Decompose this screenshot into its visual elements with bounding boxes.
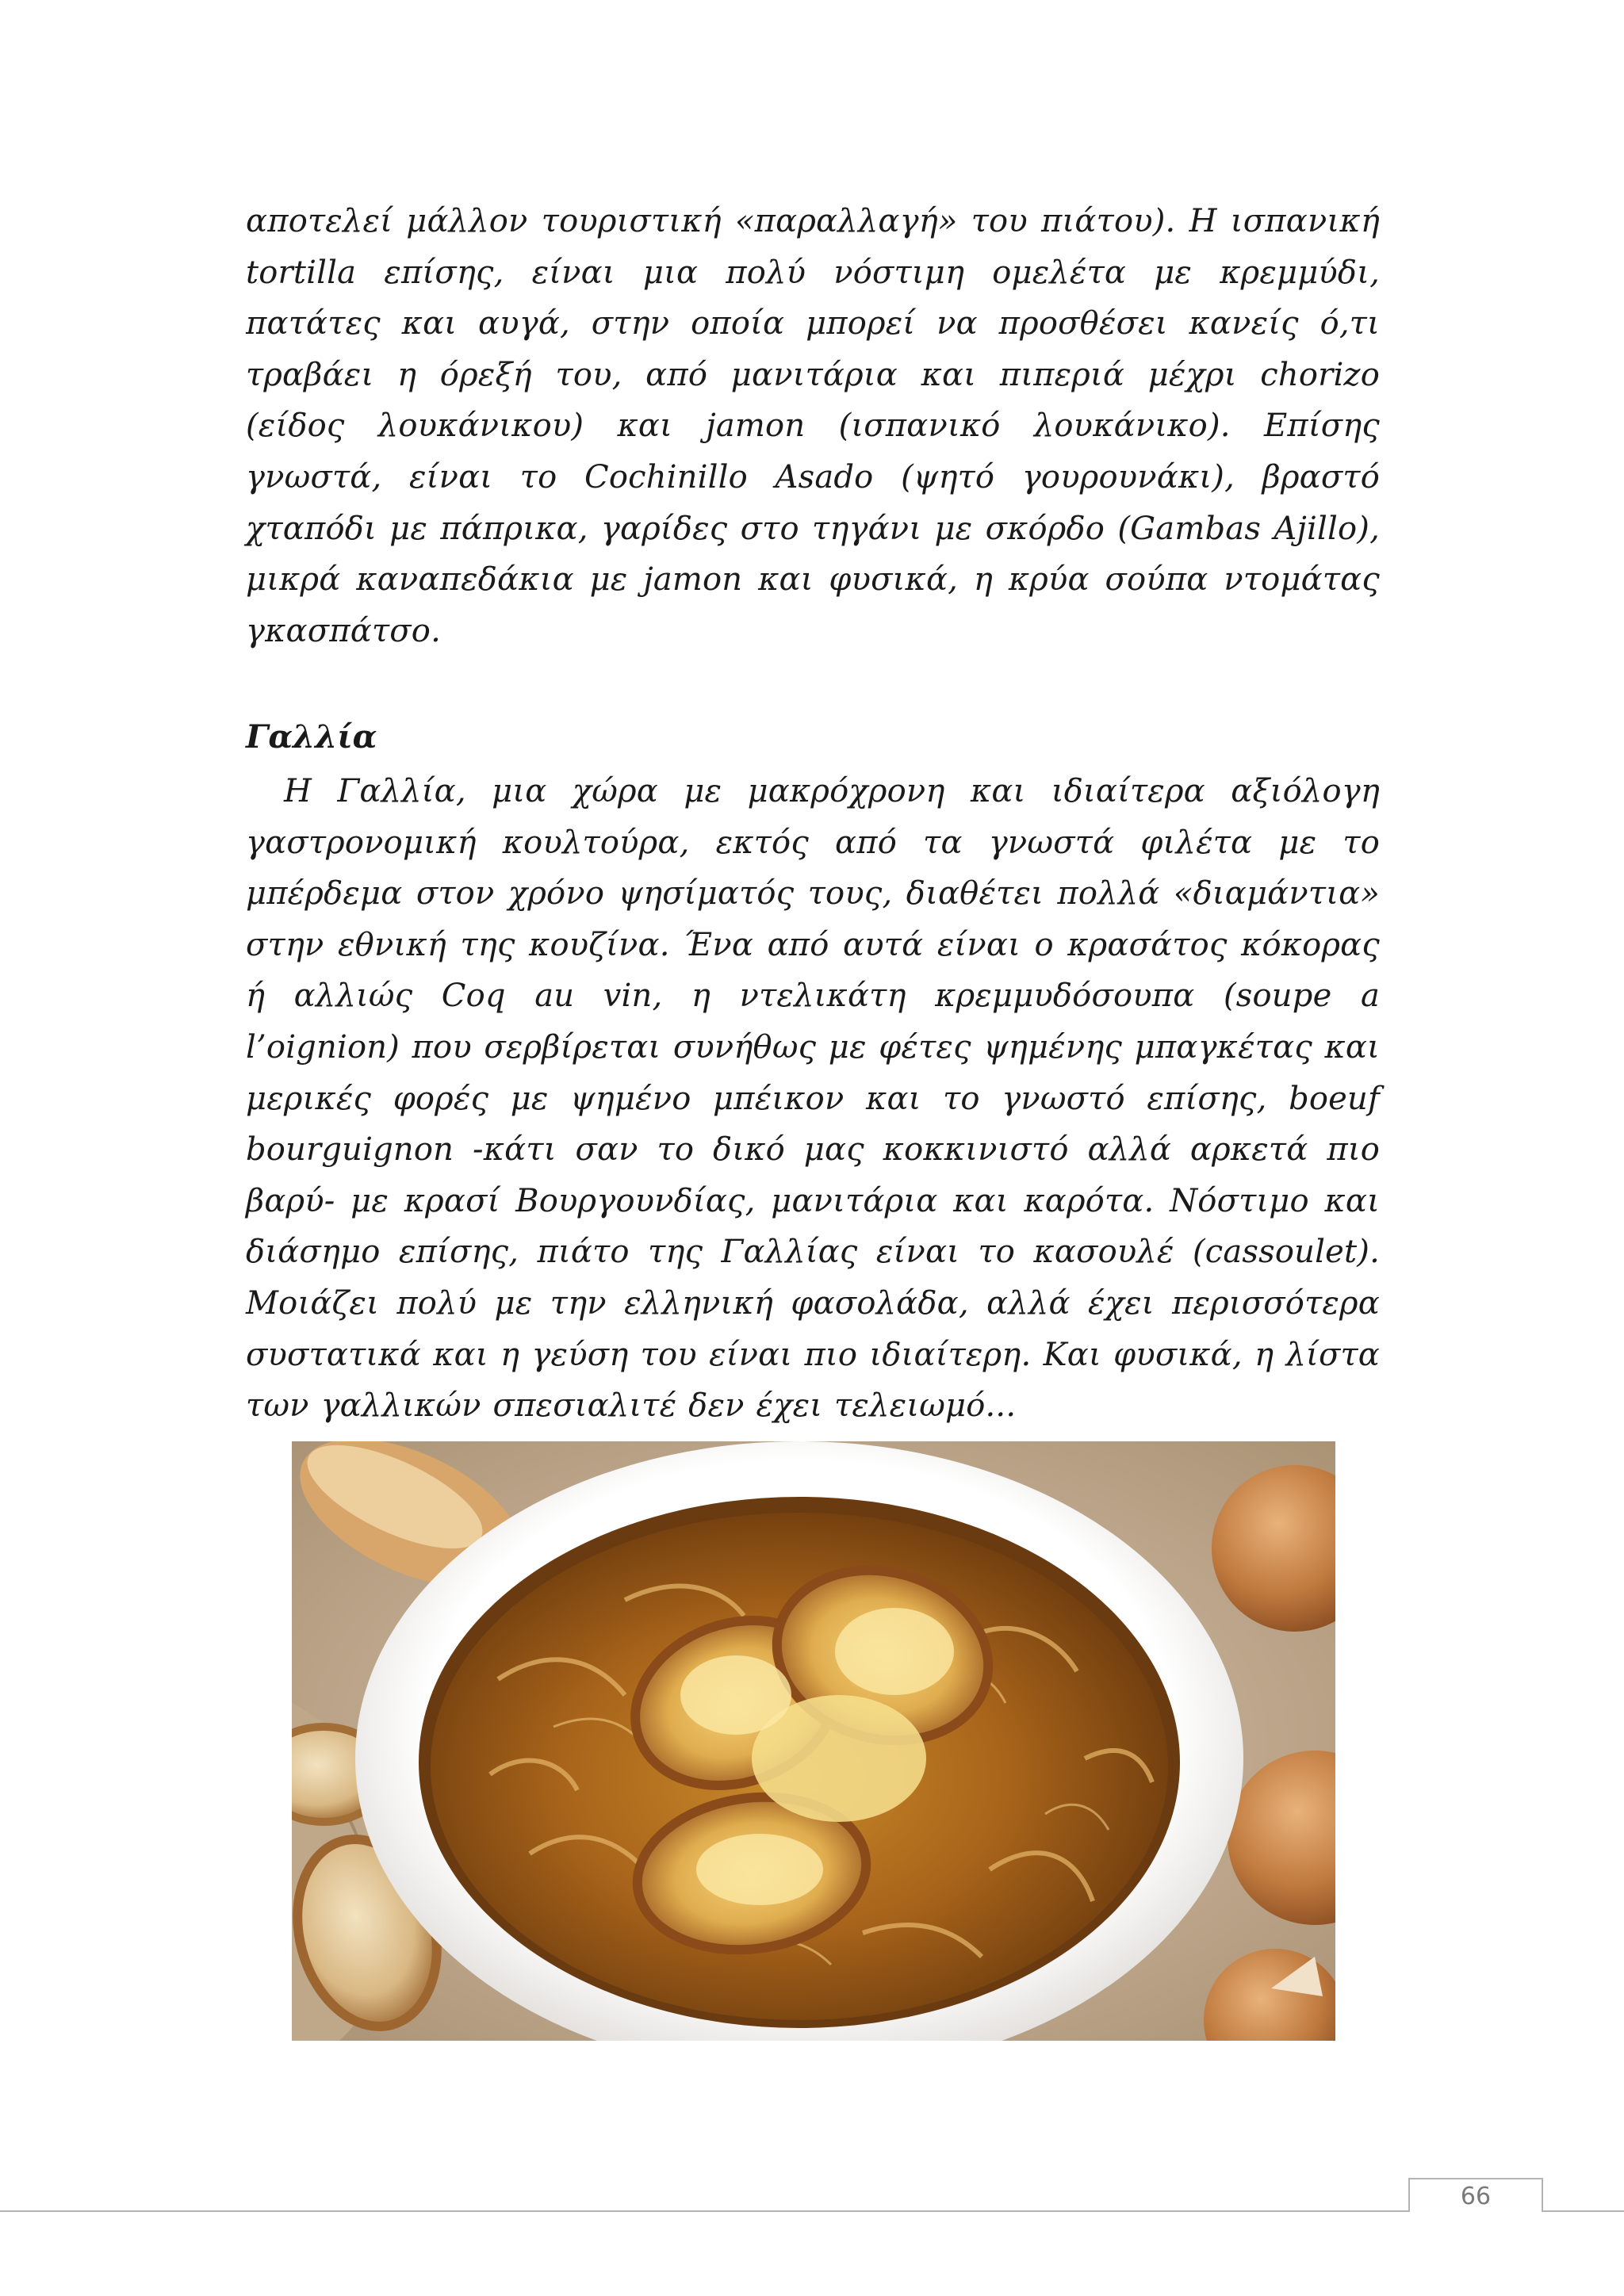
footer-rule	[0, 2210, 1624, 2212]
body-paragraph-france: Η Γαλλία, μια χώρα με μακρόχρονη και ιδιαίτερα αξιόλογη γαστρονομική κουλτούρα, εκτός από τα γνωστά φιλέτα με το μπέρδεμα στον χρόνο ψησίματός τους, διαθέτει πολλά «διαμάντια» στην εθνική της κουζίνα. Ένα από αυτά είναι ο κρασάτος κόκορας ή αλλιώς Coq au vin, η ντελικάτη κρεμμυδόσουπα (soupe a l’oignion) που σερβίρεται συνήθως με φέτες ψημένης μπαγκέτας και μερικές φορές με ψημένο μπέικον και το γνωστό επίσης, boeuf bourguignon -κάτι σαν το δικό μας κοκκινιστό αλλά αρκετά πιο βαρύ- με κρασί Βουργουνδίας, μανιτάρια και καρότα. Νόστιμο και διάσημο επίσης, πιάτο της Γαλλίας είναι το κασουλέ (cassoulet). Μοιάζει πολύ με την ελληνική φασολάδα, αλλά έχει περισσότερα συστατικά και η γεύση του είναι πιο ιδιαίτερη. Και φυσικά, η λίστα των γαλλικών σπεσιαλιτέ δεν έχει τελειωμό...	[246, 773, 1380, 1425]
onion-soup-photo	[292, 1441, 1335, 2041]
body-paragraph-spain: αποτελεί μάλλον τουριστική «παραλλαγή» του πιάτου). Η ισπανική tortilla επίσης, είναι μια πολύ νόστιμη ομελέτα με κρεμμύδι, πατάτες και αυγά, στην οποία μπορεί να προσθέσει κανείς ό,τι τραβάει η όρεξή του, από μανιτάρια και πιπεριά μέχρι chorizo (είδος λουκάνικου) και jamon (ισπανικό λουκάνικο). Επίσης γνωστά, είναι το Cochinillo Asado (ψητό γουρουνάκι), βραστό χταπόδι με πάπρικα, γαρίδες στο τηγάνι με σκόρδο (Gambas Ajillo), μικρά καναπεδάκια με jamon και φυσικά, η κρύα σούπα ντομάτας γκασπάτσο.	[246, 203, 1380, 649]
page-number: 66	[1408, 2178, 1543, 2212]
section-heading-france: Γαλλία	[246, 718, 377, 756]
